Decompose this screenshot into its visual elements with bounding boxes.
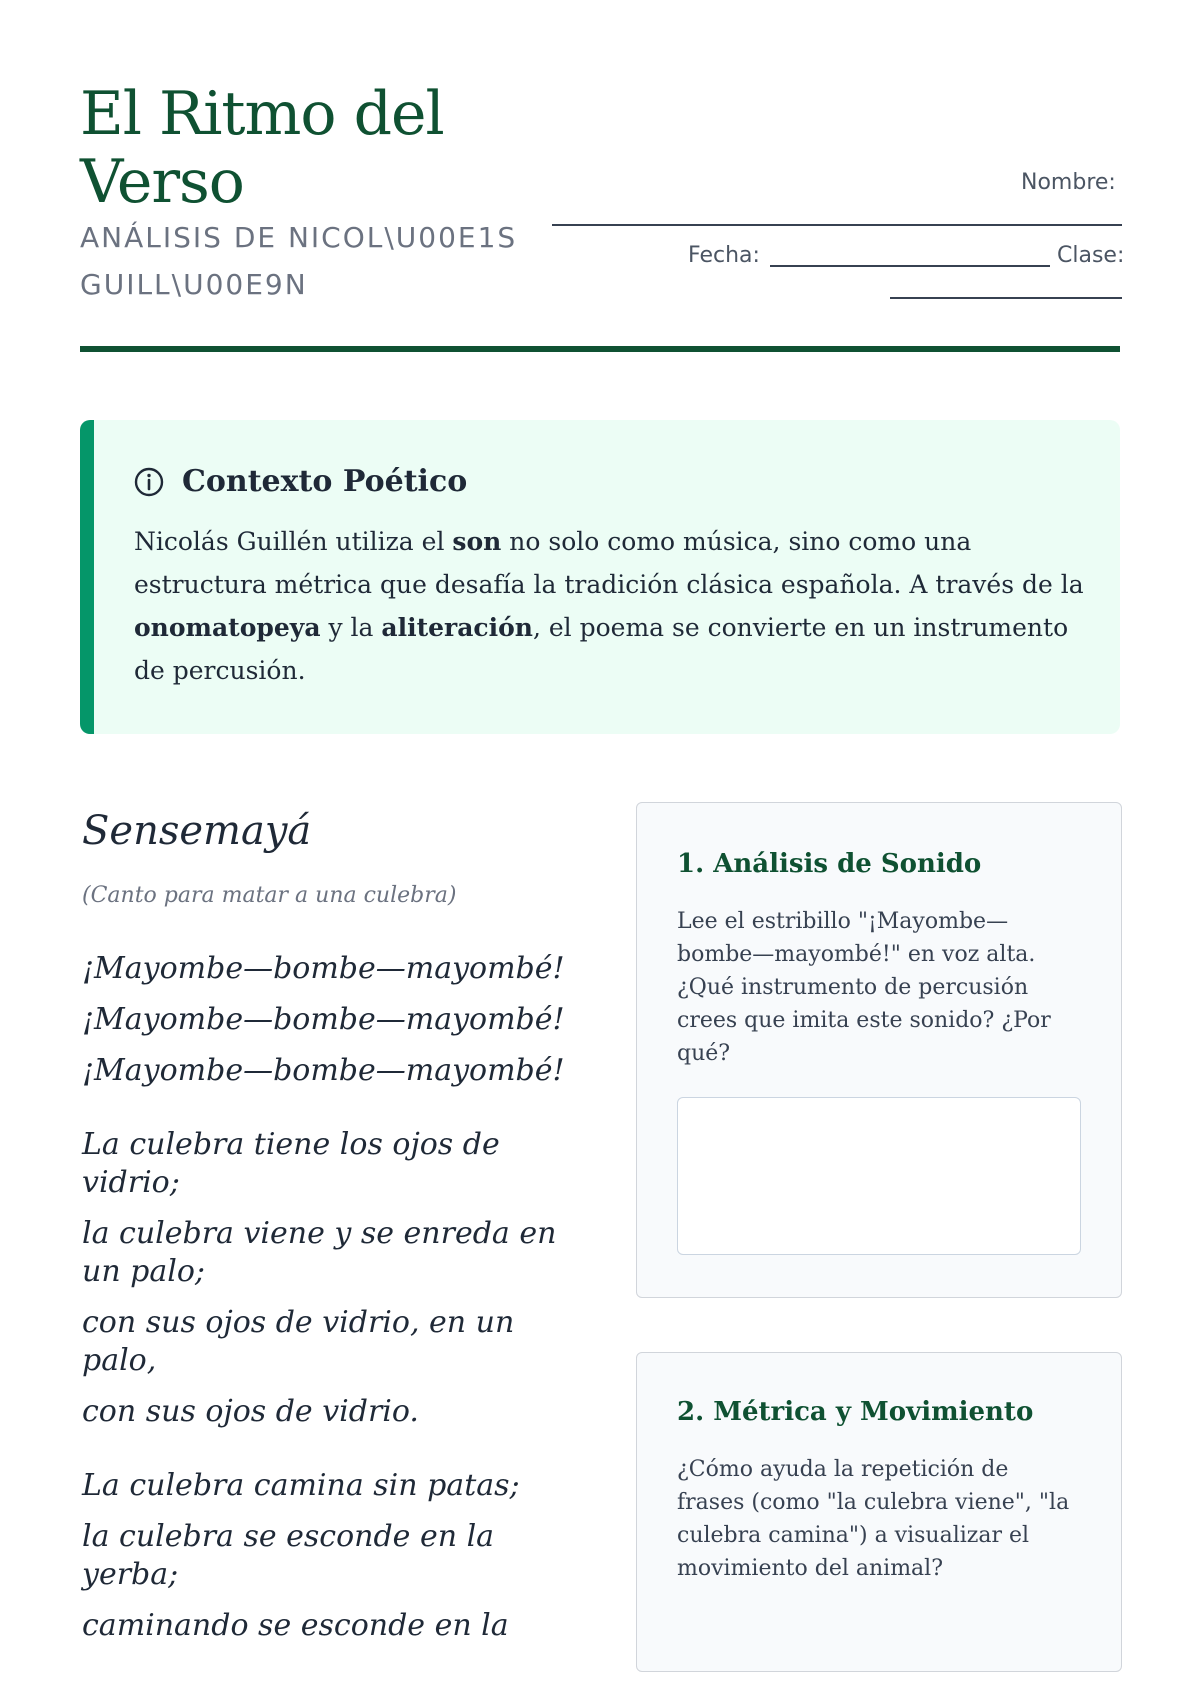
subtitle-line-1: ANÁLISIS DE NICOL\U00E1S: [80, 221, 518, 254]
question-card-1: [636, 802, 1122, 1298]
context-term-son: son: [452, 527, 502, 556]
poem-line: caminando se esconde en la: [82, 1608, 509, 1643]
context-term-onomatopeya: onomatopeya: [134, 613, 321, 642]
poem-stanza: [82, 1126, 592, 1431]
question-2-title: 2. Métrica y Movimiento: [677, 1397, 1034, 1427]
header-divider: [80, 346, 1120, 352]
poem-line: La culebra camina sin patas;: [82, 1468, 520, 1503]
question-card-2: [636, 1352, 1122, 1672]
context-header: [134, 464, 467, 499]
question-1-title: 1. Análisis de Sonido: [677, 849, 982, 879]
context-text-1: Nicolás Guillén utiliza el: [134, 527, 453, 556]
name-label: Nombre:: [1021, 170, 1116, 195]
title-line-1: El Ritmo del: [80, 79, 444, 149]
name-field[interactable]: [552, 224, 1122, 226]
context-title: Contexto Poético: [182, 464, 468, 499]
poem-title: Sensemayá: [82, 808, 312, 854]
poem-stanza: [82, 950, 592, 1090]
subtitle-line-2: GUILL\U00E9N: [80, 268, 308, 301]
answer-box-1[interactable]: [677, 1097, 1081, 1255]
question-2-text: ¿Cómo ayuda la repetición de frases (como "la culebra viene", "la culebra camina") a visualizar el movimiento del animal?: [677, 1457, 1070, 1581]
poem-line: con sus ojos de vidrio.: [82, 1394, 419, 1429]
poem-line: La culebra tiene los ojos de vidrio;: [82, 1127, 500, 1200]
class-label: Clase:: [1057, 243, 1125, 268]
info-icon: [134, 467, 164, 497]
poem-line: ¡Mayombe—bombe—mayombé!: [82, 951, 565, 986]
title-line-2: Verso: [80, 147, 244, 217]
context-paragraph: [134, 520, 1094, 692]
poem-subtitle: (Canto para matar a una culebra): [82, 883, 457, 908]
poem-line: la culebra viene y se enreda en un palo;: [82, 1216, 557, 1289]
date-field[interactable]: [770, 265, 1050, 267]
context-term-aliteracion: aliteración: [381, 613, 533, 642]
context-text-2: no solo como música, sino como una estructura métrica que desafía la tradición clásica española. A través de la: [134, 527, 1084, 599]
context-text-4: , el poema se convierte en un instrumento de percusión.: [134, 613, 1069, 685]
question-1-text: Lee el estribillo "¡Mayombe—bombe—mayombé!" en voz alta. ¿Qué instrumento de percusión crees que imita este sonido? ¿Por qué?: [677, 909, 1051, 1066]
date-label: Fecha:: [688, 243, 760, 268]
poem-line: la culebra se esconde en la yerba;: [82, 1519, 495, 1592]
poem-line: ¡Mayombe—bombe—mayombé!: [82, 1053, 565, 1088]
poem-line: con sus ojos de vidrio, en un palo,: [82, 1305, 515, 1378]
context-callout: [80, 420, 1120, 734]
page-title: [80, 80, 444, 216]
page-subtitle: [80, 214, 550, 308]
poem-line: ¡Mayombe—bombe—mayombé!: [82, 1002, 565, 1037]
poem-body: [82, 950, 592, 1681]
poem-stanza: [82, 1467, 592, 1645]
class-field[interactable]: [890, 297, 1122, 299]
context-text-3: y la: [320, 613, 382, 642]
